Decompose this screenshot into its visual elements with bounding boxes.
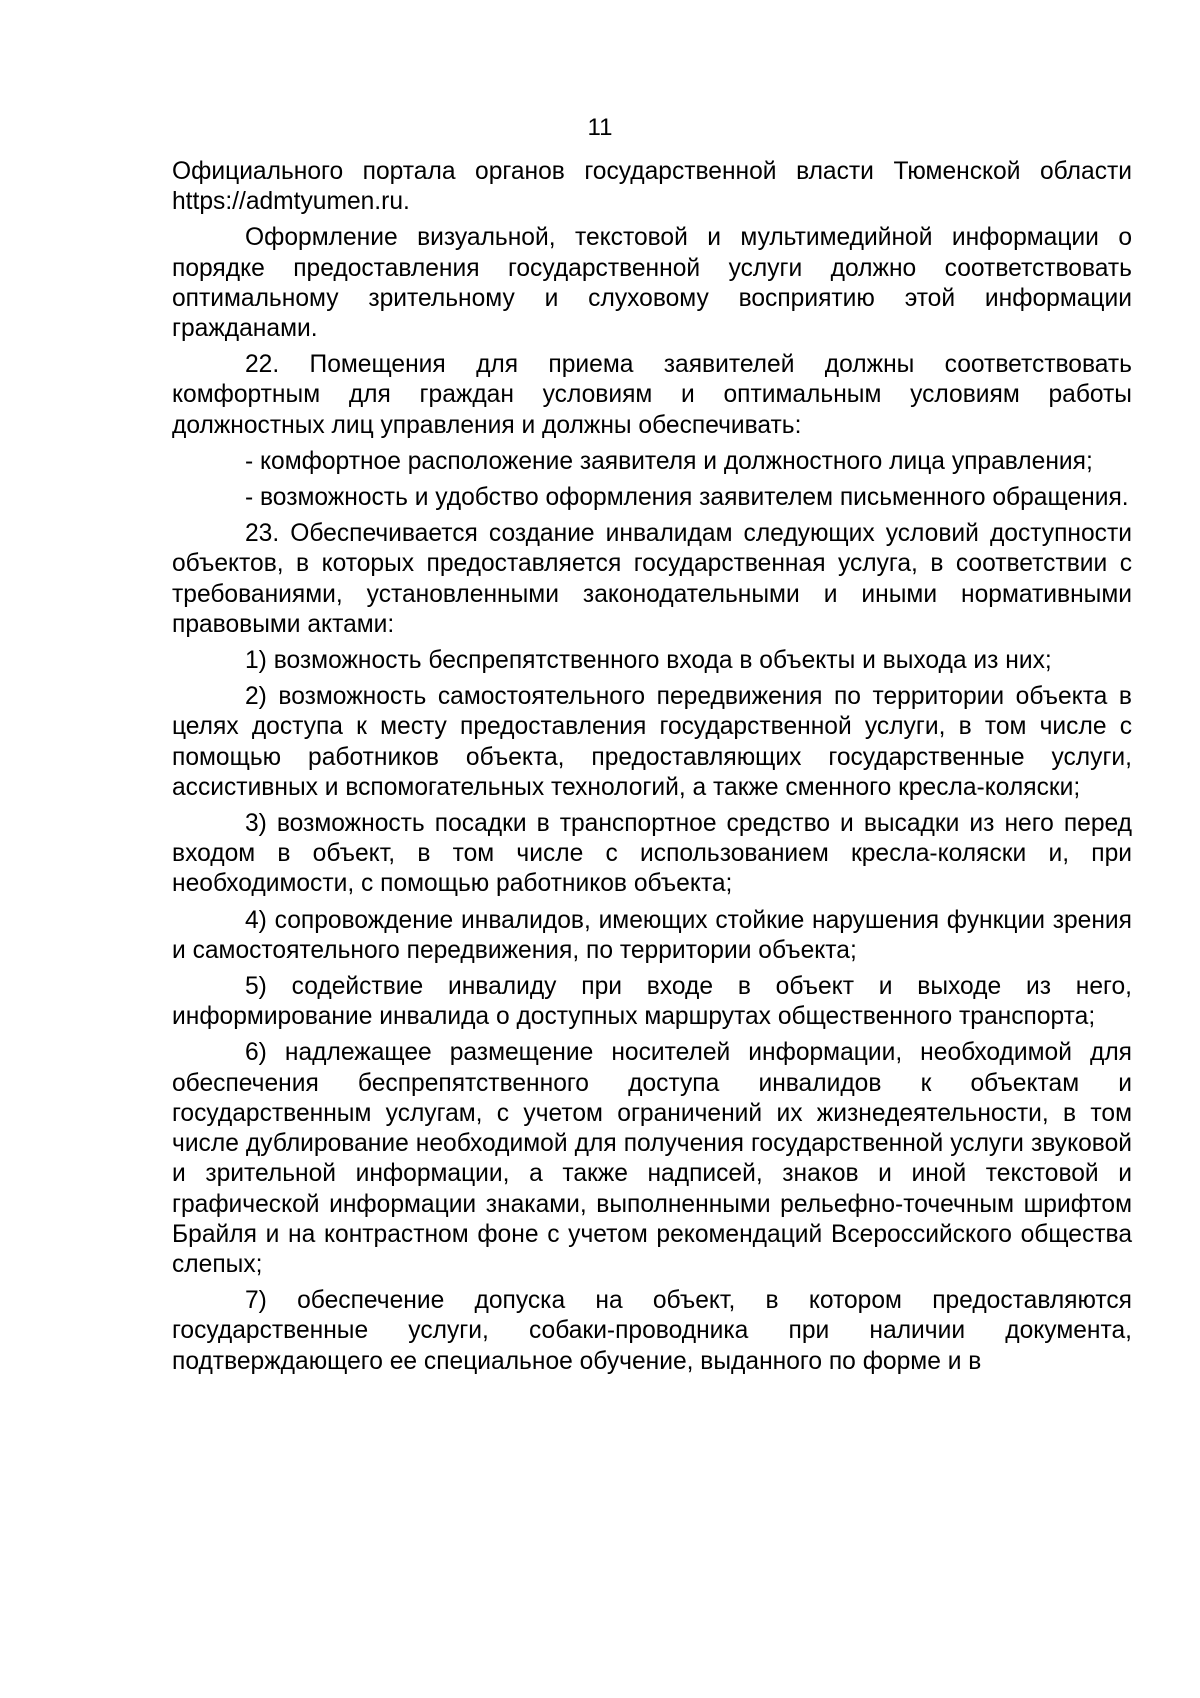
list-item-comfortable-placement: - комфортное расположение заявителя и должностного лица управления; [245,447,1093,475]
document-body [172,157,1132,1383]
paragraph-22-premises: 22. Помещения для приема заявителей должны соответствовать комфортным для граждан условиям и оптимальным условиям работы должностных лиц управления и должны обеспечивать: [172,351,1132,439]
list-item-written-request: - возможность и удобство оформления заявителем письменного обращения. [245,484,1129,512]
paragraph-23-accessibility: 23. Обеспечивается создание инвалидам следующих условий доступности объектов, в которых предоставляется государственная услуга, в соответствии с требованиями, установленными законодательными и иными нормативными правовыми актами: [172,520,1132,638]
list-item-6-information-placement: 6) надлежащее размещение носителей информации, необходимой для обеспечения беспрепятственного доступа инвалидов к объектам и государственным услугам, с учетом ограничений их жизнедеятельности, в том числе дублирование необходимой для получения государственной услуги звуковой и зрительной информации, а также надписей, знаков и иной текстовой и графической информации знаками, выполненными рельефно-точечным шрифтом Брайля и на контрастном фоне с учетом рекомендаций Всероссийского общества слепых; [172,1039,1132,1278]
list-item-7-guide-dog: 7) обеспечение допуска на объект, в котором предоставляются государственные услуги, собаки-проводника при наличии документа, подтверждающего ее специальное обучение, выданного по форме и в [172,1287,1132,1375]
paragraph-information-design: Оформление визуальной, текстовой и мультимедийной информации о порядке предоставления государственной услуги должно соответствовать оптимальному зрительному и слуховому восприятию этой информации гражданами. [172,224,1132,343]
list-item-5-assistance: 5) содействие инвалиду при входе в объект и выходе из него, информирование инвалида о доступных маршрутах общественного транспорта; [172,973,1132,1031]
list-item-1-entry-exit: 1) возможность беспрепятственного входа в объекты и выхода из них; [245,647,1052,675]
list-item-2-movement: 2) возможность самостоятельного передвижения по территории объекта в целях доступа к месту предоставления государственной услуги, в том числе с помощью работников объекта, предоставляющих государственные услуги, ассистивных и вспомогательных технологий, а также сменного кресла-коляски; [172,683,1132,801]
paragraph-portal-link: Официального портала органов государственной власти Тюменской области https://admtyumen.ru. [172,158,1132,216]
list-item-3-transport: 3) возможность посадки в транспортное средство и высадки из него перед входом в объект, в том числе с использованием кресла-коляски и, при необходимости, с помощью работников объекта; [172,810,1132,898]
list-item-4-escort: 4) сопровождение инвалидов, имеющих стойкие нарушения функции зрения и самостоятельного передвижения, по территории объекта; [172,906,1132,964]
page-number: 11 [587,114,613,141]
